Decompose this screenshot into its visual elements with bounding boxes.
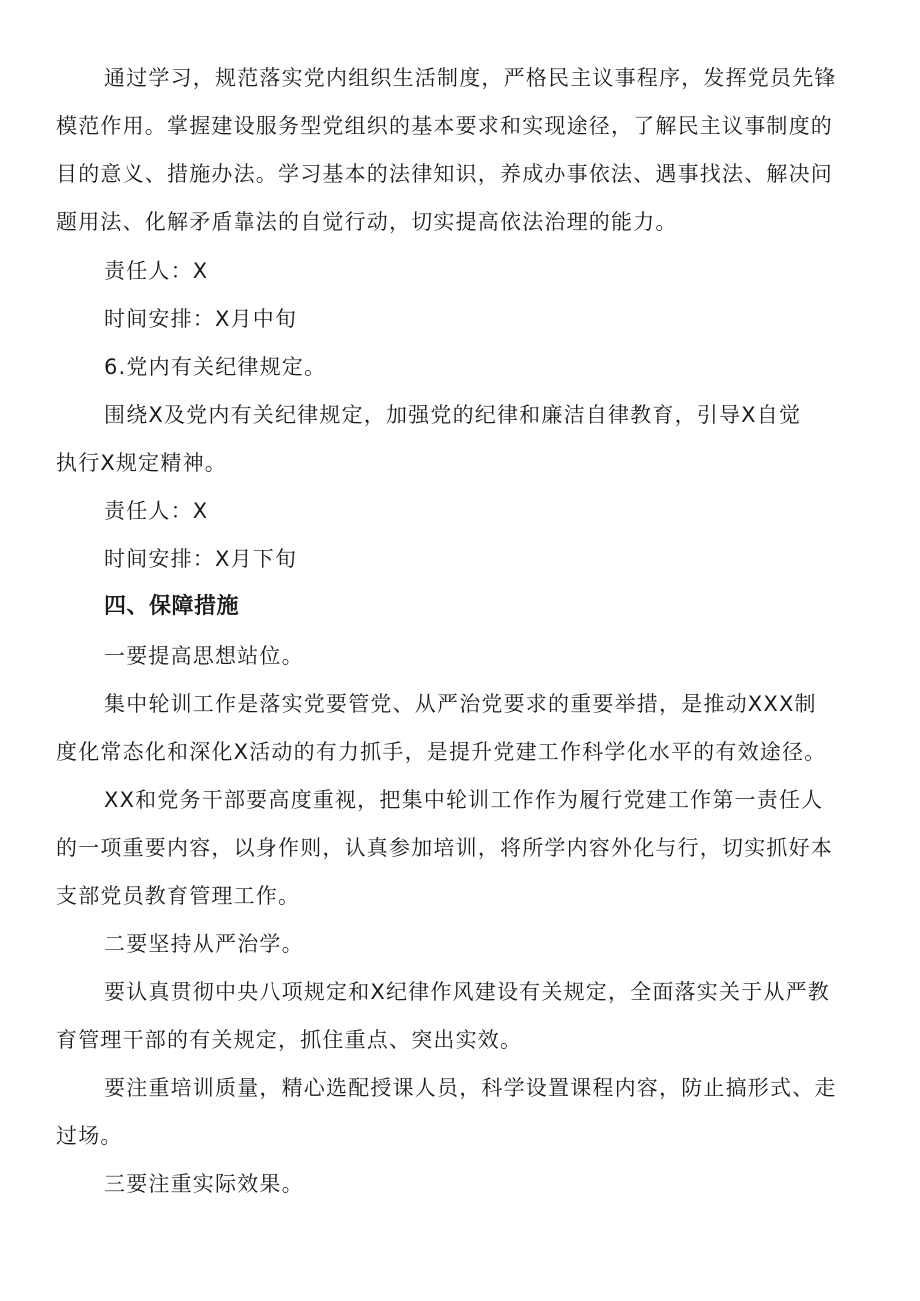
schedule-line: 时间安排：X月中旬 bbox=[104, 307, 298, 331]
paragraph-line: 围绕X及党内有关纪律规定，加强党的纪律和廉洁自律教育，引导X自觉 bbox=[104, 403, 802, 427]
paragraph-line: 执行X规定精神。 bbox=[56, 451, 227, 475]
schedule-line: 时间安排：X月下旬 bbox=[104, 547, 298, 571]
subsection-title: 6.党内有关纪律规定。 bbox=[104, 355, 327, 379]
paragraph-line: 目的意义、措施办法。学习基本的法律知识，养成办事依法、遇事找法、解决问 bbox=[56, 162, 833, 186]
paragraph-line: 集中轮训工作是落实党要管党、从严治党要求的重要举措，是推动XXX制 bbox=[104, 692, 817, 716]
paragraph-line: 度化常态化和深化X活动的有力抓手，是提升党建工作科学化水平的有效途径。 bbox=[56, 740, 827, 764]
paragraph-line: 要认真贯彻中央八项规定和X纪律作风建设有关规定，全面落实关于从严教 bbox=[104, 980, 830, 1004]
paragraph-line: 育管理干部的有关规定，抓住重点、突出实效。 bbox=[56, 1028, 523, 1052]
subheading: 一要提高思想站位。 bbox=[104, 644, 304, 668]
subheading: 三要注重实际效果。 bbox=[104, 1172, 304, 1196]
paragraph-line: XX和党务干部要高度重视，把集中轮训工作作为履行党建工作第一责任人 bbox=[104, 788, 824, 812]
paragraph-line: 支部党员教育管理工作。 bbox=[56, 884, 301, 908]
paragraph-line: 的一项重要内容，以身作则，认真参加培训，将所学内容外化与行，切实抓好本 bbox=[56, 836, 833, 860]
subheading: 二要坚持从严治学。 bbox=[104, 932, 304, 956]
paragraph-line: 模范作用。掌握建设服务型党组织的基本要求和实现途径，了解民主议事制度的 bbox=[56, 114, 833, 138]
paragraph-line: 要注重培训质量，精心选配授课人员，科学设置课程内容，防止搞形式、走 bbox=[104, 1076, 837, 1100]
paragraph-line: 通过学习，规范落实党内组织生活制度，严格民主议事程序，发挥党员先锋 bbox=[104, 66, 837, 90]
responsible-person-line: 责任人：X bbox=[104, 499, 209, 523]
section-heading: 四、保障措施 bbox=[104, 594, 240, 619]
responsible-person-line: 责任人：X bbox=[104, 259, 209, 283]
paragraph-line: 题用法、化解矛盾靠法的自觉行动，切实提高依法治理的能力。 bbox=[56, 210, 678, 234]
paragraph-line: 过场。 bbox=[56, 1124, 123, 1148]
